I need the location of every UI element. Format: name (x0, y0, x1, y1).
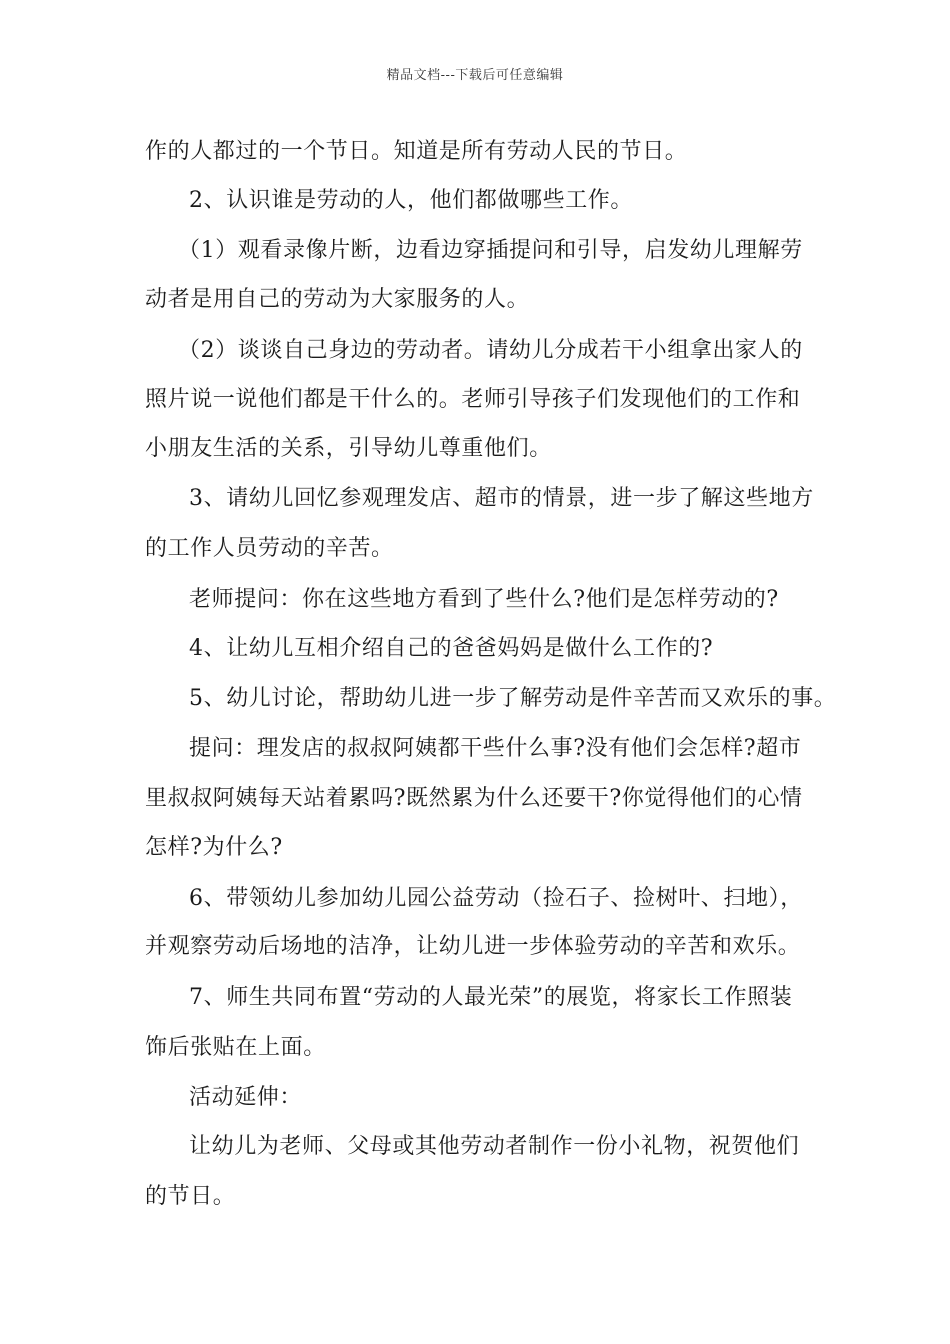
text-line: 的节日。 (145, 1184, 236, 1209)
text-line: 并观察劳动后场地的洁净，让幼儿进一步体验劳动的辛苦和欢乐。 (145, 934, 801, 959)
text-line: 饰后张贴在上面。 (145, 1035, 326, 1060)
text-line: 动者是用自己的劳动为大家服务的人。 (145, 287, 530, 312)
page-header: 精品文档---下载后可任意编辑 (386, 68, 564, 83)
text-line: 怎样?为什么? (145, 835, 283, 860)
text-line: 的工作人员劳动的辛苦。 (145, 536, 394, 561)
text-line: 让幼儿为老师、父母或其他劳动者制作一份小礼物，祝贺他们 (189, 1134, 800, 1159)
text-line: 作的人都过的一个节日。知道是所有劳动人民的节日。 (145, 139, 688, 164)
text-line: 老师提问：你在这些地方看到了些什么?他们是怎样劳动的? (189, 587, 779, 612)
text-line: 6、带领幼儿参加幼儿园公益劳动（捡石子、捡树叶、扫地）， (189, 886, 803, 911)
text-line: （1）观看录像片断，边看边穿插提问和引导，启发幼儿理解劳 (178, 238, 803, 263)
text-line: 提问：理发店的叔叔阿姨都干些什么事?没有他们会怎样?超市 (189, 736, 802, 761)
text-line: 7、师生共同布置“劳动的人最光荣”的展览，将家长工作照装 (189, 985, 793, 1010)
text-line: 2、认识谁是劳动的人，他们都做哪些工作。 (189, 188, 633, 213)
text-line: 照片说一说他们都是干什么的。老师引导孩子们发现他们的工作和 (145, 387, 801, 412)
text-line: 4、让幼儿互相介绍自己的爸爸妈妈是做什么工作的? (189, 636, 714, 661)
text-line: 小朋友生活的关系，引导幼儿尊重他们。 (145, 436, 552, 461)
text-line: 里叔叔阿姨每天站着累吗?既然累为什么还要干?你觉得他们的心情 (145, 786, 803, 811)
text-line: 3、请幼儿回忆参观理发店、超市的情景，进一步了解这些地方 (189, 486, 814, 511)
text-line: （2）谈谈自己身边的劳动者。请幼儿分成若干小组拿出家人的 (178, 338, 803, 363)
text-line: 活动延伸： (189, 1085, 303, 1110)
text-line: 5、幼儿讨论，帮助幼儿进一步了解劳动是件辛苦而又欢乐的事。 (189, 686, 837, 711)
